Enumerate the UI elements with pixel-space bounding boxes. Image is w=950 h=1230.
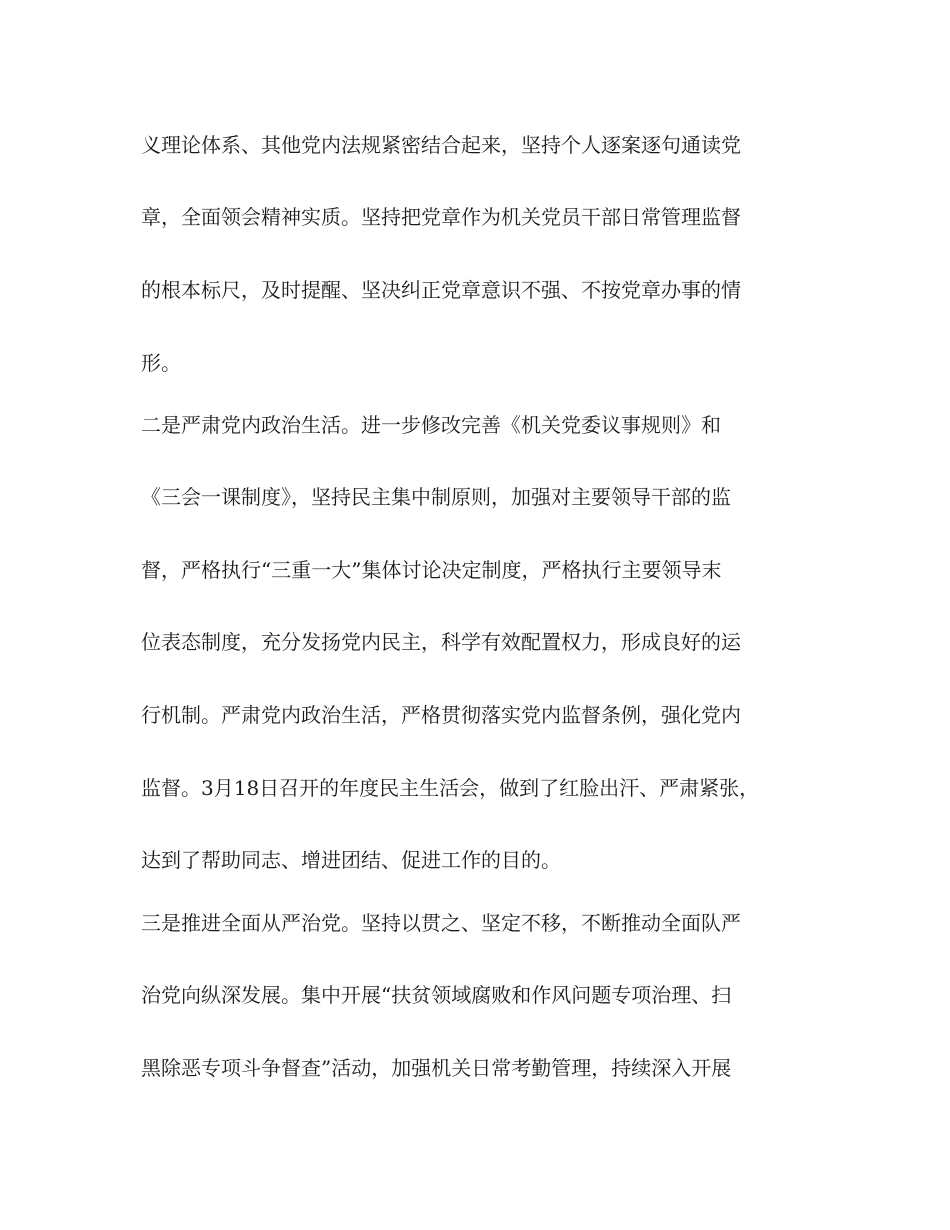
paragraph-2-line-4: 位表态制度，充分发扬党内民主，科学有效配置权力，形成良好的运 — [141, 630, 741, 654]
paragraph-2-line-6: 监督。3月18日召开的年度民主生活会，做到了红脸出汗、严肃紧张， — [141, 776, 760, 800]
paragraph-2-line-3: 督，严格执行“三重一大”集体讨论决定制度，严格执行主要领导末 — [141, 558, 722, 582]
paragraph-3-line-2: 治党向纵深发展。集中开展“扶贫领域腐败和作风问题专项治理、扫 — [141, 983, 732, 1007]
paragraph-3-line-3: 黑除恶专项斗争督查”活动，加强机关日常考勤管理，持续深入开展 — [141, 1056, 732, 1080]
paragraph-1-line-3: 的根本标尺，及时提醒、坚决纠正党章意识不强、不按党章办事的情 — [141, 278, 741, 302]
paragraph-2-line-5: 行机制。严肃党内政治生活，严格贯彻落实党内监督条例，强化党内 — [141, 703, 741, 727]
paragraph-2-line-1: 二是严肃党内政治生活。进一步修改完善《机关党委议事规则》和 — [141, 413, 721, 437]
paragraph-1-line-4: 形。 — [141, 351, 181, 375]
paragraph-1-line-2: 章，全面领会精神实质。坚持把党章作为机关党员干部日常管理监督 — [141, 205, 741, 229]
paragraph-1-line-1: 义理论体系、其他党内法规紧密结合起来，坚持个人逐案逐句通读党 — [141, 133, 741, 157]
paragraph-2-line-7: 达到了帮助同志、增进团结、促进工作的目的。 — [141, 848, 561, 872]
paragraph-3-line-1: 三是推进全面从严治党。坚持以贯之、坚定不移，不断推动全面队严 — [141, 911, 741, 935]
paragraph-2-line-2: 《三会一课制度》，坚持民主集中制原则，加强对主要领导干部的监 — [141, 485, 731, 509]
